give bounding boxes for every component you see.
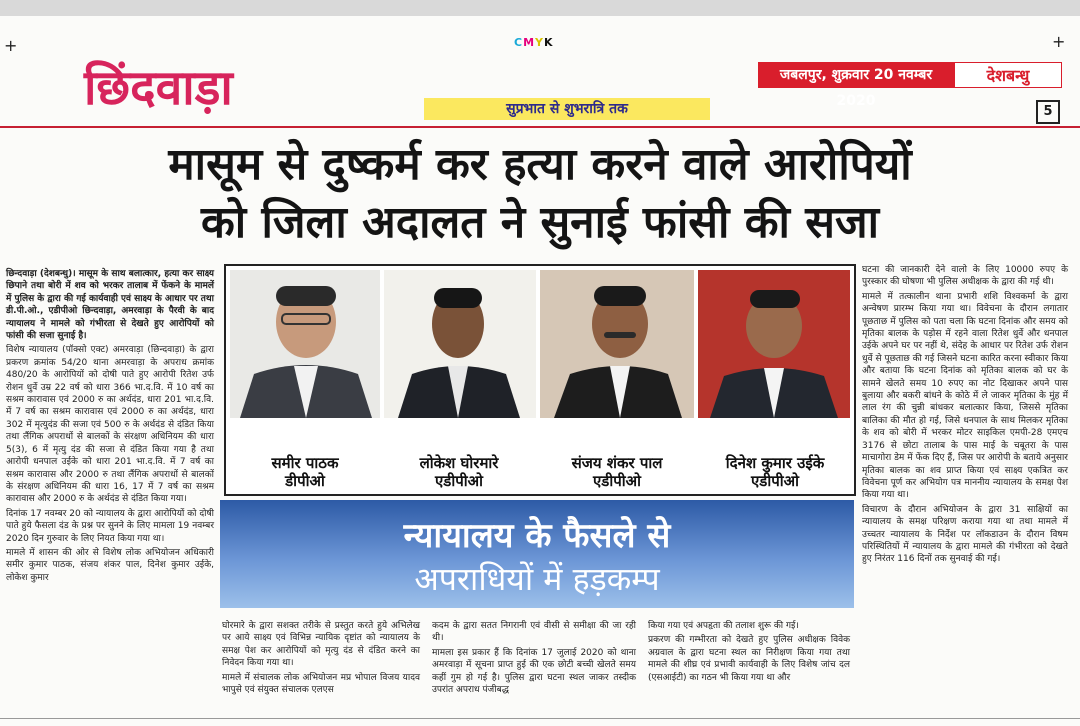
caption-name: दिनेश कुमार उईके [725,454,825,472]
section-title: छिंदवाड़ा [84,60,233,116]
banner-line-2: अपराधियों में हड़कम्प [414,560,660,598]
banner-line-1: न्यायालय के फैसले से [403,516,671,556]
newspaper-brand: देशबन्धु [954,62,1062,88]
article-column-1 [6,268,214,586]
cmyk-registration: CMYK [514,36,554,49]
article-paragraph: मामले में संचालक लोक अभियोजन मप्र भोपाल विजय यादव भापुसे एवं संयुक्त संचालक एलएस [222,672,420,696]
article-paragraph: घोरमारे के द्वारा सशक्त तरीके से प्रस्तुत करते हुये अभिलेख पर आये साक्ष्य एवं विभिन्न न्यायिक दृष्टांत को न्यायालय के समक्ष पेश कर आरोपियों को मृत्यु दंड से दंडित करने का निवेदन किया गया था। [222,621,420,669]
crop-mark-right: + [1052,32,1066,51]
headline-line-2: को जिला अदालत ने सुनाई फांसी की सजा [201,197,879,248]
page-bottom-rule [0,718,1080,719]
headline [0,136,1080,252]
photo-caption-3 [542,454,692,490]
article-paragraph: विचारण के दौरान अभियोजन के द्वारा 31 साक्षियों का न्यायालय के समक्ष परिक्षण कराया गया था तथा मामले में उच्चतर न्यायालय के निर्देश पर लॉकडाउन के दौरान विषम परिस्थितियों में न्यायालय के द्वारा मामले की गंभीरता को देखते हुए निरंतर 116 दिनों तक सुनवाई की गई। [862,504,1068,565]
article-paragraph: घटना की जानकारी देने वालो के लिए 10000 रुपए के पुरस्कार की घोषणा भी पुलिस अधीक्षक के द्वारा की गई थी। [862,265,1068,288]
caption-role: डीपीओ [285,472,325,490]
article-column-3 [432,620,636,698]
caption-name: लोकेश घोरमारे [419,454,499,472]
article-column-2 [222,620,420,698]
article-paragraph: मामले में शासन की ओर से विशेष लोक अभियोजन अधिकारी समीर कुमार पाठक, संजय शंकर पाल, दिनेश कुमार उईके, लोकेश कुमार [6,547,214,583]
photo-caption-4 [700,454,850,490]
article-lead: छिन्दवाड़ा (देशबन्धु)। मासूम के साथ बलात्कार, हत्या कर साक्ष्य छिपाने तथा बोरी में शव को भरकर तालाब में फेंकने के मामलें में पुलिस के द्वारा की गई कार्यवाही एवं साक्ष्य के आधार पर तथा डी.पी.ओ., एडीपीओ छिन्दवाड़ा, अमरवाड़ा के पैरवी के बाद न्यायालय ने मामले को गंभीरता से देखते हुए आरोपियों को फांसी की सजा सुनाई है। [6,269,214,342]
crop-mark-left: + [4,36,18,55]
article-paragraph: किया गया एवं अपहृता की तलाश शुरू की गई। [648,621,799,631]
headline-line-1: मासूम से दुष्कर्म कर हत्या करने वाले आरोपियों [168,139,912,190]
photo-samir-pathak [230,270,380,418]
caption-name: संजय शंकर पाल [571,454,663,472]
article-column-5 [862,264,1068,568]
article-paragraph: मामला इस प्रकार हैं कि दिनांक 17 जुलाई 2020 को थाना अमरवाड़ा में सूचना प्राप्त हुई की एक छोटी बच्ची खेलते समय कहीं गुम हो गई है। पुलिस द्वारा घटना स्थल जाकर तस्दीक उपरांत अपराध पंजीबद्ध [432,647,636,696]
photo-caption-2 [384,454,534,490]
photo-sanjay-shankar-pal [540,270,694,418]
tagline: सुप्रभात से शुभरात्रि तक [424,98,710,120]
page-number: 5 [1036,100,1060,124]
article-paragraph: दिनांक 17 नवम्बर 20 को न्यायालय के द्वारा आरोपियों को दोषी पाते हुये फैसला दंड के प्रश्न पर सुनने के लिए मामला 19 नवम्बर 2020 दिन गुरुवार के लिए नियत किया गया था। [6,508,214,544]
subheadline-banner [220,500,854,608]
photo-lokesh-ghormare [384,270,536,418]
header-rule [0,126,1080,128]
article-paragraph: प्रकरण की गम्भीरता को देखते हुए पुलिस अधीक्षक विवेक अग्रवाल के द्वारा घटना स्थल का निरीक्षण किया गया तथा मामले की शीघ्र एवं प्रभावी कार्यवाही के लिए विशेष जांच दल (एसआईटी) का गठन भी किया गया था और [648,635,850,683]
photo-dinesh-kumar-uike [698,270,850,418]
caption-role: एडीपीओ [435,472,483,490]
article-paragraph: मामले में तत्कालीन थाना प्रभारी शशि विश्वकर्मा के द्वारा अन्वेषण प्रारम्भ किया गया था। विवेचना के दौरान लगातार पूछताछ में पुलिस को पता चला कि घटना दिनांक और समय को मृतिका बालक के पड़ोस में रहने वाला रितेश धुर्वे और धनपाल उईके अपने घर पर नहीं थे, संदेह के आधार पर रितेश उर्फ रोशन धुर्वे से पूछताछ की गई जिसने घटना कारित करना स्वीकार किया और बताया कि घटना दिनांक को मृतिका बालक को घर के सामने खेलते समय 10 रुपए का नोट दिखाकर अपने पास बुलाया और बकरी बांधने के कोठे में ले जाकर मृतिका के मुंह में लाल रंग की चुन्नी बांधकर बलात्कार किया, जिससे मृतिका बालिका की मौत हो गई, जिसे धनपाल के साथ मिलकर मृतिका के शव को बोरी में भरकर मोटर साइकिल एमपी-28 एमएच 3176 से छोटा तालाब के पास माई के चबूतरा के पास माचागोरा डेम में फेंक दिए हैं, जिस पर आरोपी के बताये अनुसार मृतिका बालक का शव प्राप्त किया एवं साक्ष्य एकत्रित कर विवेचना पूर्ण कर अभियोग पत्र माननीय न्यायालय के समक्ष पेश किया गया था। [862,291,1068,501]
dateline: जबलपुर, शुक्रवार 20 नवम्बर 2020 [758,62,954,88]
article-paragraph: कदम के द्वारा सतत निगरानी एवं वीसी से समीक्षा की जा रही थी। [432,621,636,644]
photo-panel [224,264,856,496]
article-paragraph: विशेष न्यायालय (पॉक्सो एक्ट) अमरवाड़ा (छिन्दवाड़ा) के द्वारा प्रकरण क्रमांक 54/20 थाना अमरवाड़ा के अपराध क्रमांक 480/20 के आरोपियों को दोषी पाते हुए आरोपी रितेश उर्फ रोशन धुर्वे उम्र 22 वर्ष को धारा 366 भा.द.वि. में 10 वर्ष का सश्रम कारावास एवं 2000 रु का अर्थदंड, धारा 201 भा.द.वि. में 7 वर्ष का सश्रम कारावास एवं 2000 रु का अर्थदंड, धारा 302 में मृत्युदंड की सजा एवं 500 रु के अर्थदंड से दंडित किया तथा लैंगिक अपराधों से बालकों के संरक्षण अधिनियम की धारा 5(3), 6 में मृत्यु दंड की सजा से दंडित किया गया है तथा आरोपी धनपाल उईके को धारा 201 भा.द.वि. में 7 वर्ष का सश्रम कारावास और 2000 रु तथा लैंगिक अपराधों से बालकों के संरक्षण अधिनियम की धारा 16, 17 में 7 वर्ष का सश्रम कारावास और 2000 रु के अर्थदंड से दंडित किया गया। [6,345,214,505]
caption-role: एडीपीओ [593,472,641,490]
article-column-4 [648,620,850,686]
scan-top-edge [0,0,1080,16]
photo-caption-1 [230,454,380,490]
caption-role: एडीपीओ [751,472,799,490]
caption-name: समीर पाठक [271,454,339,472]
